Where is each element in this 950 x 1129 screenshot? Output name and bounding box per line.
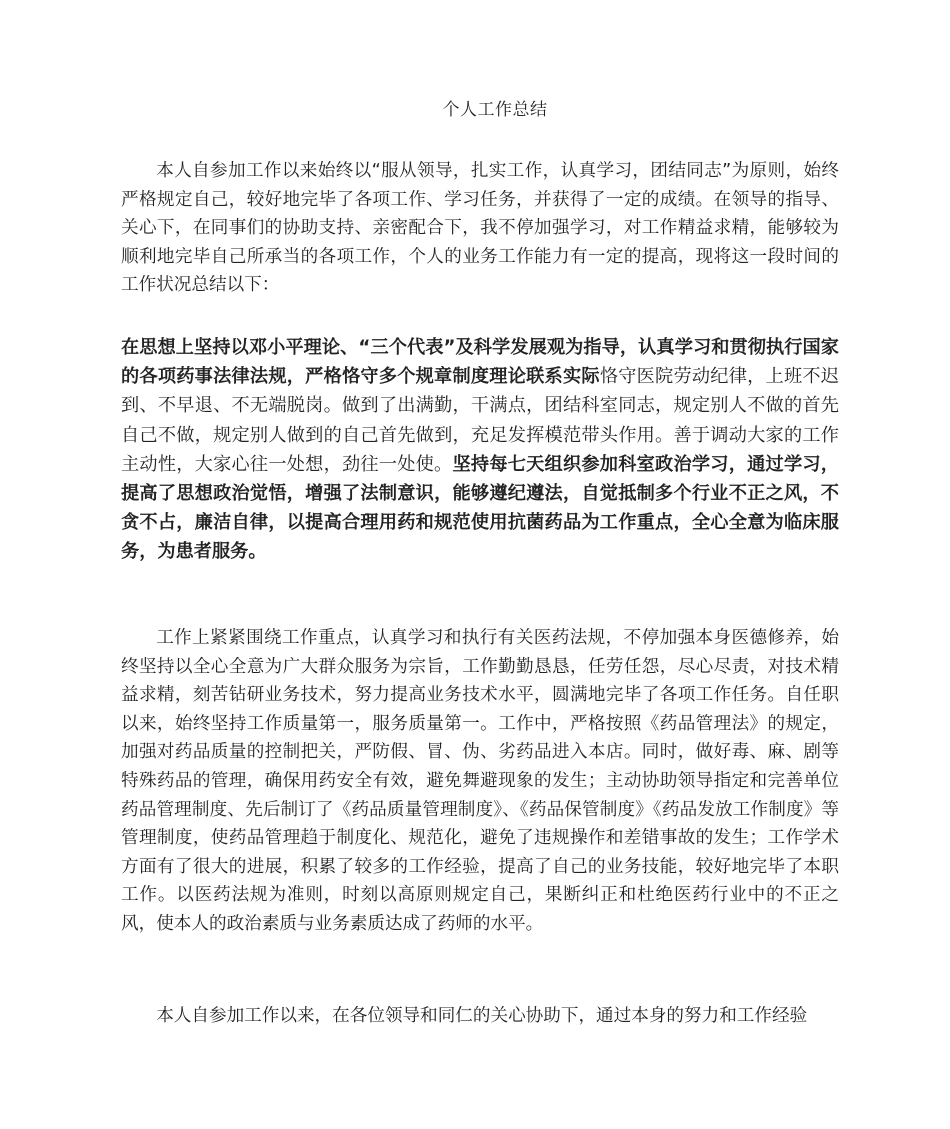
paragraph-introduction: 本人自参加工作以来始终以“服从领导，扎实工作，认真学习，团结同志”为原则，始终严格规定自己，较好地完毕了各项工作、学习任务，并获得了一定的成绩。在领导的指导、关心下，在同事们的协助支持、亲密配合下，我不停加强学习，对工作精益求精，能够较为顺利地完毕自己所承当的各项工作，个人的业务工作能力有一定的提高，现将这一段时间的工作状况总结以下： — [121, 161, 839, 296]
paragraph-ideology — [121, 333, 839, 567]
ideology-bold-study: 坚持每七天组织参加科室政治学习，通过学习，提高了思想政治觉悟，增强了法制意识，能够遵纪遵法，自觉抵制多个行业不正之风，不贪不占，廉洁自律，以提高合理用药和规范使用抗菌药品为工作重点，全心全意为临床服务，为患者服务。 — [121, 453, 839, 563]
ideology-normal-text: 恪守医院劳动纪律，上班不迟到、不早退、不无端脱岗。做到了出满勤，干满点，团结科室同志，规定别人不做的首先自己不做，规定别人做到的自己首先做到，充足发挥模范带头作用。善于调动大家的工作主动性，大家心往一处想，劲往一处使。 — [121, 366, 839, 475]
paragraph-work: 工作上紧紧围绕工作重点，认真学习和执行有关医药法规，不停加强本身医德修养，始终坚持以全心全意为广大群众服务为宗旨，工作勤勤恳恳，任劳任怨，尽心尽责，对技术精益求精，刻苦钻研业务技术，努力提高业务技术水平，圆满地完毕了各项工作任务。自任职以来，始终坚持工作质量第一，服务质量第一。工作中，严格按照《药品管理法》的规定，加强对药品质量的控制把关，严防假、冒、伪、劣药品进入本店。同时，做好毒、麻、剧等特殊药品的管理，确保用药安全有效，避免舞避现象的发生；主动协助领导指定和完善单位药品管理制度、先后制订了《药品质量管理制度》、《药品保管制度》《药品发放工作制度》等管理制度，使药品管理趋于制度化、规范化，避免了违规操作和差错事故的发生；工作学术方面有了很大的进展，积累了较多的工作经验，提高了自己的业务技能，较好地完毕了本职工作。以医药法规为准则，时刻以高原则规定自己，果断纠正和杜绝医药行业中的不正之风，使本人的政治素质与业务素质达成了药师的水平。 — [121, 628, 839, 934]
paragraph-closing: 本人自参加工作以来，在各位领导和同仁的关心协助下，通过本身的努力和工作经验 — [156, 1006, 808, 1026]
ideology-bold-lead: 在思想上坚持以邓小平理论、“三个代表”及科学发展观为指导，认真学习和贯彻执行国家的各项药事法律法规，严格恪守多个规章制度理论联系实际 — [121, 337, 839, 388]
document-title: 个人工作总结 — [442, 100, 548, 120]
